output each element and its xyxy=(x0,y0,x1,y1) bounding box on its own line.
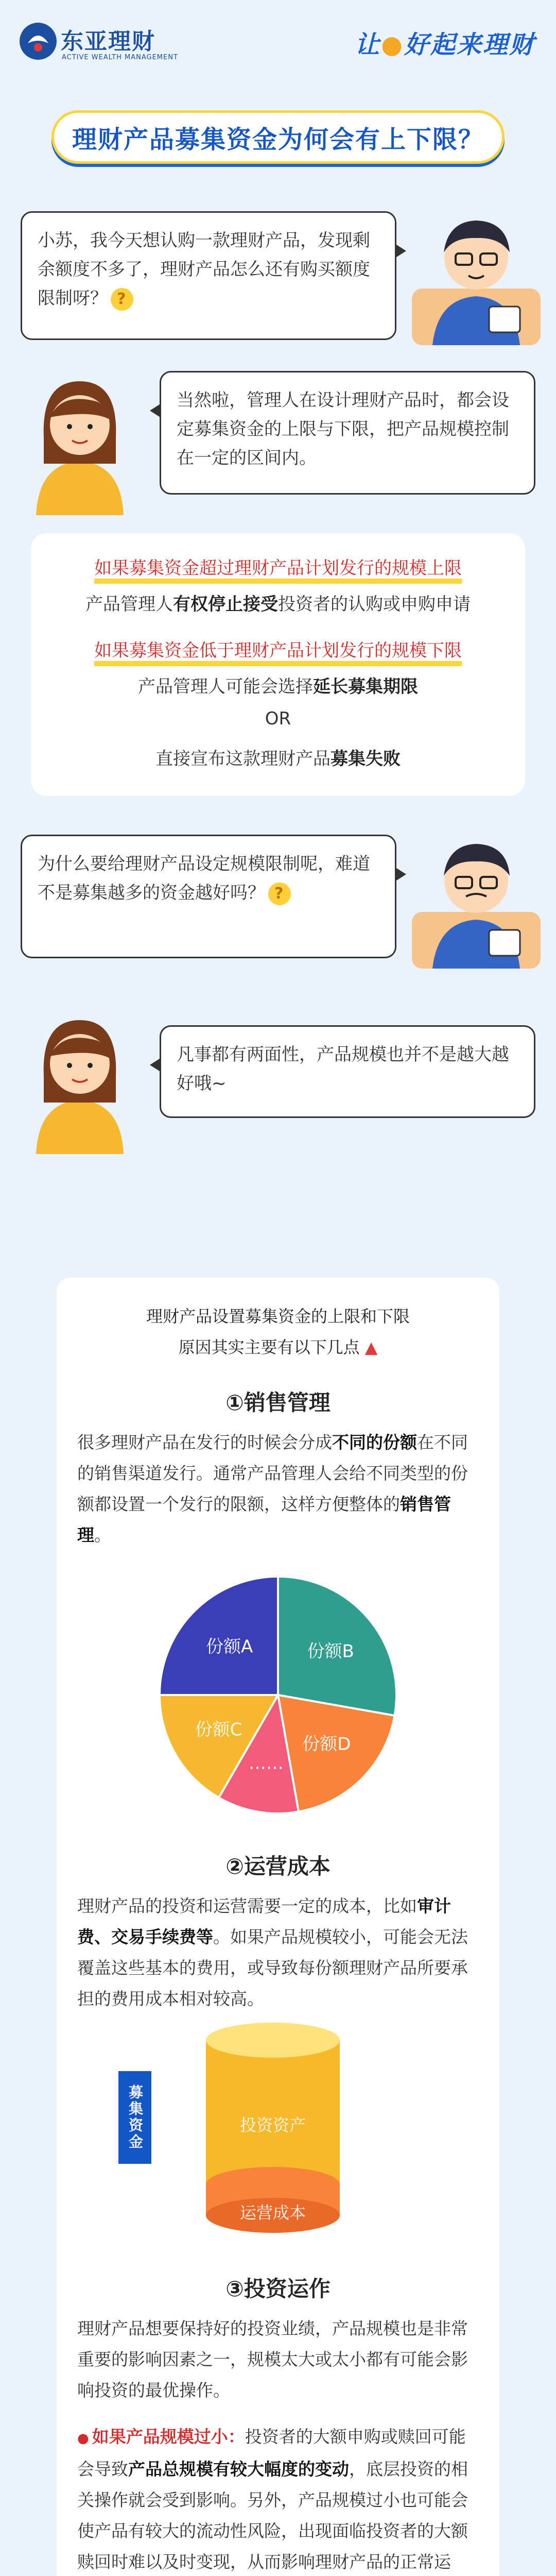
or-label: OR xyxy=(265,708,291,729)
dialog-1-text: 小苏，我今天想认购一款理财产品，发现剩余额度不多了，理财产品怎么还有购买额度限制呀？ xyxy=(38,230,370,309)
section-2-heading: ②运营成本 xyxy=(225,1854,331,1879)
fire-icon: ▲ xyxy=(364,1337,378,1357)
slogan-pre: 让 xyxy=(355,30,381,59)
limits-card xyxy=(31,533,525,796)
dialog-4-text: 凡事都有两面性，产品规模也并不是越大越好哦~ xyxy=(177,1044,509,1094)
woman-avatar-icon xyxy=(15,999,144,1154)
dialog-2-text: 当然啦，管理人在设计理财产品时，都会设定募集资金的上限与下限，把产品规模控制在一定的区间内。 xyxy=(177,390,509,468)
section-3-heading: ③投资运作 xyxy=(225,2276,331,2301)
brand-english: ACTIVE WEALTH MANAGEMENT xyxy=(62,54,178,61)
pie-label: …… xyxy=(248,1753,284,1774)
section-3-small: ● 如果产品规模过小：投资者的大额申购或赎回可能会导致产品总规模有较大幅度的变动，底层投资的相关操作就会受到影响。另外，产品规模过小也可能会使产品有较大的流动性风险，出现面临投资者的大额赎回时难以及时变现，从而影响理财产品的正常运 xyxy=(77,2427,468,2572)
raised-funds-label: 募集资金 xyxy=(118,2071,151,2164)
section-3-text: 理财产品想要保持好的投资业绩，产品规模也是非常重要的影响因素之一，规模太大或太小都有可能会影响投资的最优操作。 xyxy=(77,2318,468,2400)
dialog-3-text: 为什么要给理财产品设定规模限制呢，难道不是募集越多的资金越好吗？ xyxy=(38,854,370,903)
slogan-dot-icon: ● xyxy=(381,30,404,59)
section-1-heading: ①销售管理 xyxy=(225,1390,331,1415)
under-limit-desc: 产品管理人可能会选择延长募集期限 xyxy=(138,676,418,697)
dialog-bubble-2 xyxy=(160,371,535,495)
man-avatar-icon xyxy=(412,196,541,345)
brand-name: 东亚理财 xyxy=(61,28,155,55)
over-limit-title: 如果募集资金超过理财产品计划发行的规模上限 xyxy=(31,554,525,579)
man-avatar-icon xyxy=(412,819,541,969)
pie-slice xyxy=(160,1577,278,1695)
invest-asset-label: 投资资产 xyxy=(239,2115,306,2135)
pie-label: 份额A xyxy=(206,1636,253,1657)
dialog-bubble-3 xyxy=(21,835,396,958)
pie-label: 份额D xyxy=(302,1734,351,1755)
reasons-intro-1: 理财产品设置募集资金的上限和下限 xyxy=(146,1307,410,1326)
thinking-emoji-icon xyxy=(111,288,133,311)
op-cost-label: 运营成本 xyxy=(239,2203,306,2223)
brand-logo-icon xyxy=(18,21,59,62)
dialog-bubble-1 xyxy=(21,211,396,340)
under-limit-title: 如果募集资金低于理财产品计划发行的规模下限 xyxy=(31,636,525,662)
bullet-icon: ● xyxy=(77,2431,89,2446)
slogan-post: 好起来理财 xyxy=(404,30,535,59)
woman-avatar-icon xyxy=(15,361,144,515)
page-title: 理财产品募集资金为何会有上下限？ xyxy=(51,110,505,164)
slogan xyxy=(355,25,535,60)
fail-desc: 直接宣布这款理财产品募集失败 xyxy=(155,749,401,769)
reasons-card xyxy=(57,1278,499,2576)
section-2-text: 理财产品的投资和运营需要一定的成本，比如审计费、交易手续费等。如果产品规模较小，可能会无法覆盖这些基本的费用，或导致每份额理财产品所要承担的费用成本相对较高。 xyxy=(77,1896,468,2009)
share-pie-chart xyxy=(149,1566,407,1824)
thinking-emoji-icon xyxy=(268,883,291,905)
reasons-intro-2: 原因其实主要有以下几点 ▲ xyxy=(178,1337,378,1357)
over-limit-desc: 产品管理人有权停止接受投资者的认购或申购申请 xyxy=(85,594,471,615)
pie-label: 份额C xyxy=(195,1719,242,1740)
dialog-bubble-4 xyxy=(160,1025,535,1118)
section-1-text: 很多理财产品在发行的时候会分成不同的份额在不同的销售渠道发行。通常产品管理人会给不同类型的份额都设置一个发行的限额，这样方便整体的销售管理。 xyxy=(77,1432,468,1545)
pie-label: 份额B xyxy=(307,1641,354,1662)
